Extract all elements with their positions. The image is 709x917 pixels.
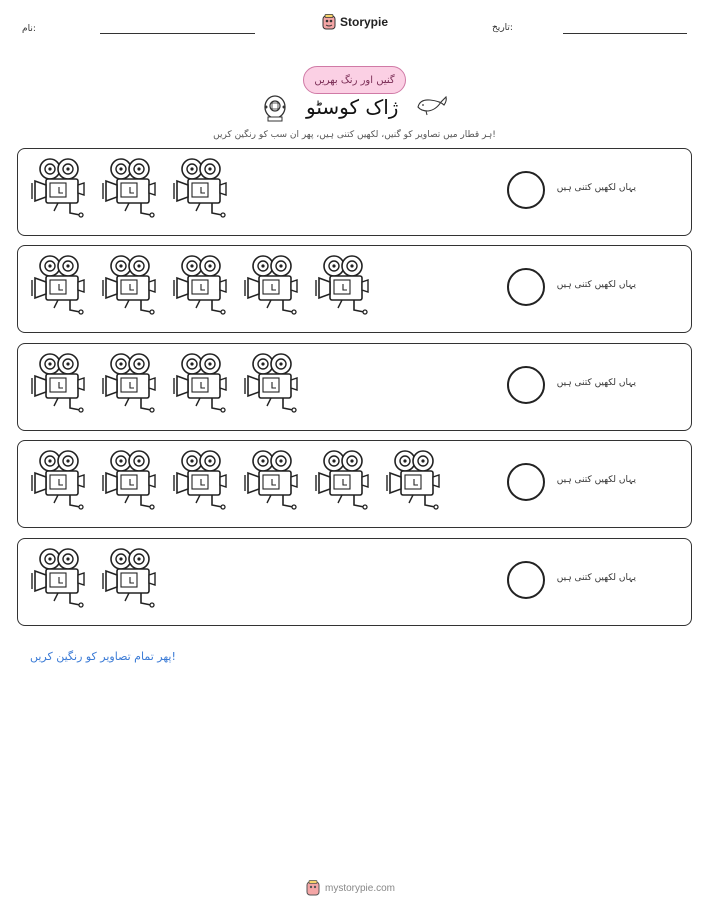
page-title: ژاک کوسٹو xyxy=(306,95,399,119)
movie-camera-icon xyxy=(99,352,164,414)
date-label: تاریخ: xyxy=(492,23,513,33)
diving-helmet-icon xyxy=(262,93,288,123)
storypie-logo-icon xyxy=(306,880,320,896)
answer-label: یہاں لکھیں کتنی ہیں xyxy=(556,573,636,583)
camera-group xyxy=(28,352,306,422)
movie-camera-icon xyxy=(312,449,377,511)
movie-camera-icon xyxy=(170,157,235,219)
movie-camera-icon xyxy=(99,157,164,219)
movie-camera-icon xyxy=(170,352,235,414)
count-row xyxy=(17,343,692,431)
movie-camera-icon xyxy=(28,254,93,316)
count-row xyxy=(17,245,692,333)
camera-group xyxy=(28,254,377,324)
date-line[interactable] xyxy=(563,33,687,34)
footer-url[interactable]: mystorypie.com xyxy=(325,882,396,894)
brand-name: Storypie xyxy=(340,15,389,29)
title-block xyxy=(258,91,458,125)
movie-camera-icon xyxy=(99,254,164,316)
count-row xyxy=(17,440,692,528)
movie-camera-icon xyxy=(28,547,93,609)
movie-camera-icon xyxy=(28,352,93,414)
movie-camera-icon xyxy=(28,157,93,219)
answer-label: یہاں لکھیں کتنی ہیں xyxy=(556,378,636,388)
answer-label: یہاں لکھیں کتنی ہیں xyxy=(556,183,636,193)
camera-group xyxy=(28,157,235,227)
count-row xyxy=(17,538,692,626)
movie-camera-icon xyxy=(241,352,306,414)
instructions: ہر قطار میں تصاویر کو گنیں، لکھیں کتنی ہیں، پھر ان سب کو رنگین کریں! xyxy=(213,130,496,140)
storypie-logo-icon xyxy=(322,14,336,30)
coloring-note: پھر تمام تصاویر کو رنگین کریں! xyxy=(30,650,176,663)
camera-group xyxy=(28,449,448,519)
movie-camera-icon xyxy=(170,449,235,511)
count-row xyxy=(17,148,692,236)
answer-label: یہاں لکھیں کتنی ہیں xyxy=(556,475,636,485)
movie-camera-icon xyxy=(99,547,164,609)
brand-header xyxy=(322,14,388,30)
movie-camera-icon xyxy=(241,449,306,511)
activity-badge: گنیں اور رنگ بھریں xyxy=(303,66,406,94)
movie-camera-icon xyxy=(28,449,93,511)
name-line[interactable] xyxy=(100,33,255,34)
camera-group xyxy=(28,547,164,617)
movie-camera-icon xyxy=(241,254,306,316)
movie-camera-icon xyxy=(99,449,164,511)
footer xyxy=(306,880,395,896)
whale-icon xyxy=(416,95,448,117)
name-label: نام: xyxy=(22,24,36,34)
answer-label: یہاں لکھیں کتنی ہیں xyxy=(556,280,636,290)
movie-camera-icon xyxy=(312,254,377,316)
movie-camera-icon xyxy=(383,449,448,511)
movie-camera-icon xyxy=(170,254,235,316)
